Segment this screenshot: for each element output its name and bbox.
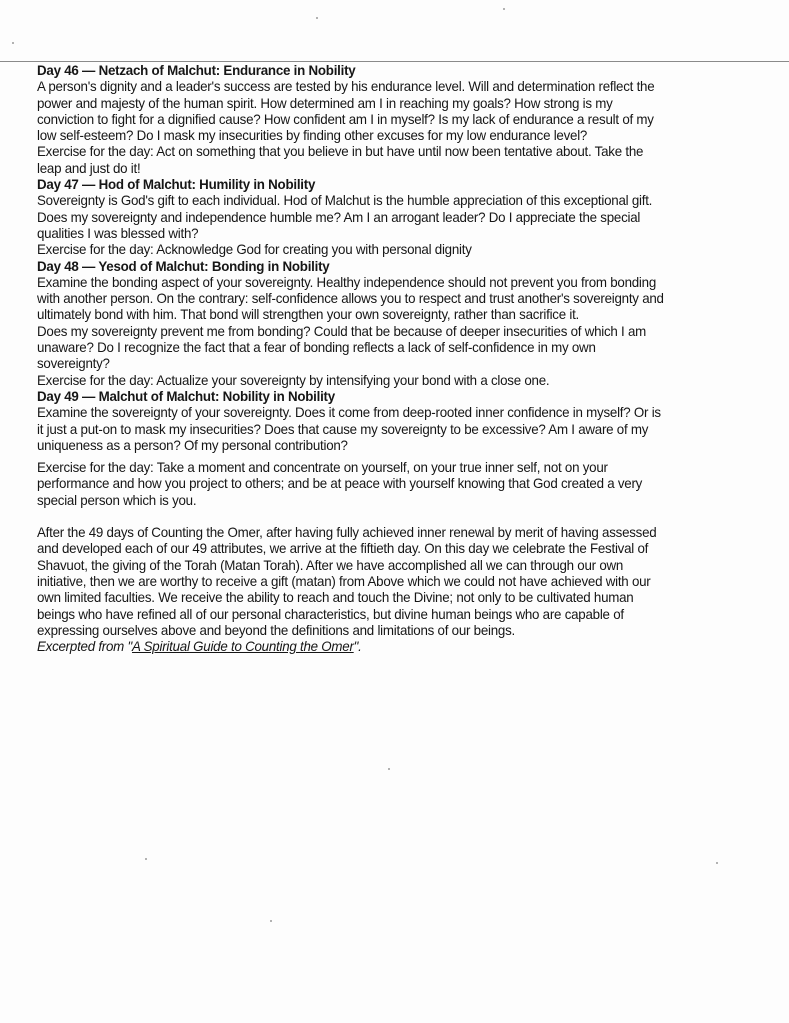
body-line: power and majesty of the human spirit. How determined am I in reaching my goals? How strong is my bbox=[37, 94, 613, 111]
body-line: Examine the bonding aspect of your sovereignty. Healthy independence should not prevent you from bonding bbox=[37, 273, 657, 290]
exercise-line: Exercise for the day: Take a moment and concentrate on yourself, on your true inner self, not on your bbox=[37, 459, 608, 476]
day-47-section bbox=[37, 176, 752, 257]
source-citation bbox=[37, 638, 752, 654]
scan-speck bbox=[388, 768, 390, 770]
scan-speck bbox=[316, 17, 318, 19]
scan-speck bbox=[270, 920, 272, 922]
exercise-line: leap and just do it! bbox=[37, 159, 141, 176]
body-line: sovereignty? bbox=[37, 355, 110, 372]
body-line: unaware? Do I recognize the fact that a fear of bonding reflects a lack of self-confidence in my own bbox=[37, 339, 596, 356]
document-body bbox=[37, 62, 752, 654]
exercise-line: performance and how you project to others; and be at peace with yourself knowing that God created a very bbox=[37, 475, 643, 492]
body-line: Does my sovereignty and independence humble me? Am I an arrogant leader? Do I appreciate the special bbox=[37, 208, 641, 225]
source-prefix: Excerpted from " bbox=[37, 638, 133, 655]
body-line: Does my sovereignty prevent me from bonding? Could that be because of deeper insecurities of which I am bbox=[37, 322, 647, 339]
scan-speck bbox=[145, 858, 147, 860]
body-line: conviction to fight for a dignified cause? How confident am I in myself? Is my lack of endurance a result of my bbox=[37, 110, 654, 127]
exercise-line: Exercise for the day: Acknowledge God for creating you with personal dignity bbox=[37, 241, 472, 258]
exercise-line: Exercise for the day: Actualize your sovereignty by intensifying your bond with a close one. bbox=[37, 371, 550, 388]
body-line: ultimately bond with him. That bond will strengthen your own sovereignty, rather than sacrifice it. bbox=[37, 306, 580, 323]
source-suffix: ". bbox=[353, 638, 362, 655]
day-46-section bbox=[37, 62, 752, 176]
closing-line: beings who have refined all of our personal characteristics, but divine human beings who are capable of bbox=[37, 605, 624, 622]
body-line: Sovereignty is God's gift to each individual. Hod of Malchut is the humble appreciation of this exceptional gift. bbox=[37, 192, 653, 209]
scan-speck bbox=[12, 42, 14, 44]
exercise-line: special person which is you. bbox=[37, 491, 197, 508]
body-line: Examine the sovereignty of your sovereignty. Does it come from deep-rooted inner confidence in myself? Or is bbox=[37, 404, 661, 421]
exercise-line: Exercise for the day: Act on something that you believe in but have until now been tentative about. Take the bbox=[37, 143, 644, 160]
closing-line: Shavuot, the giving of the Torah (Matan Torah). After we have accomplished all we can through our own bbox=[37, 556, 624, 573]
body-line: A person's dignity and a leader's success are tested by his endurance level. Will and determination reflect the bbox=[37, 78, 655, 95]
scan-speck bbox=[503, 8, 505, 10]
day-48-section bbox=[37, 258, 752, 388]
section-heading: Day 49 — Malchut of Malchut: Nobility in Nobility bbox=[37, 387, 335, 404]
closing-line: After the 49 days of Counting the Omer, after having fully achieved inner renewal by merit of having assessed bbox=[37, 524, 657, 541]
spacer bbox=[37, 508, 752, 524]
closing-line: and developed each of our 49 attributes, we arrive at the fiftieth day. On this day we celebrate the Festival of bbox=[37, 540, 649, 557]
body-line: it just a put-on to mask my insecurities? Does that cause my sovereignty to be excessive? Am I aware of my bbox=[37, 420, 649, 437]
section-heading: Day 47 — Hod of Malchut: Humility in Nobility bbox=[37, 176, 316, 193]
body-line: low self-esteem? Do I mask my insecurities by finding other excuses for my low endurance level? bbox=[37, 127, 588, 144]
closing-line: expressing ourselves above and beyond the definitions and limitations of our beings. bbox=[37, 621, 516, 638]
scan-speck bbox=[716, 862, 718, 864]
section-heading: Day 46 — Netzach of Malchut: Endurance in Nobility bbox=[37, 62, 356, 78]
body-line: with another person. On the contrary: self-confidence allows you to respect and trust another's sovereignty and bbox=[37, 290, 664, 307]
source-link[interactable]: A Spiritual Guide to Counting the Omer bbox=[132, 638, 354, 655]
body-line: qualities I was blessed with? bbox=[37, 224, 199, 241]
body-line: uniqueness as a person? Of my personal contribution? bbox=[37, 436, 348, 453]
closing-line: initiative, then we are worthy to receive a gift (matan) from Above which we could not have achieved with our bbox=[37, 572, 651, 589]
closing-section bbox=[37, 524, 752, 654]
closing-line: own limited faculties. We receive the ability to reach and touch the Divine; not only to be cultivated human bbox=[37, 589, 634, 606]
section-heading: Day 48 — Yesod of Malchut: Bonding in Nobility bbox=[37, 257, 330, 274]
day-49-section bbox=[37, 388, 752, 508]
